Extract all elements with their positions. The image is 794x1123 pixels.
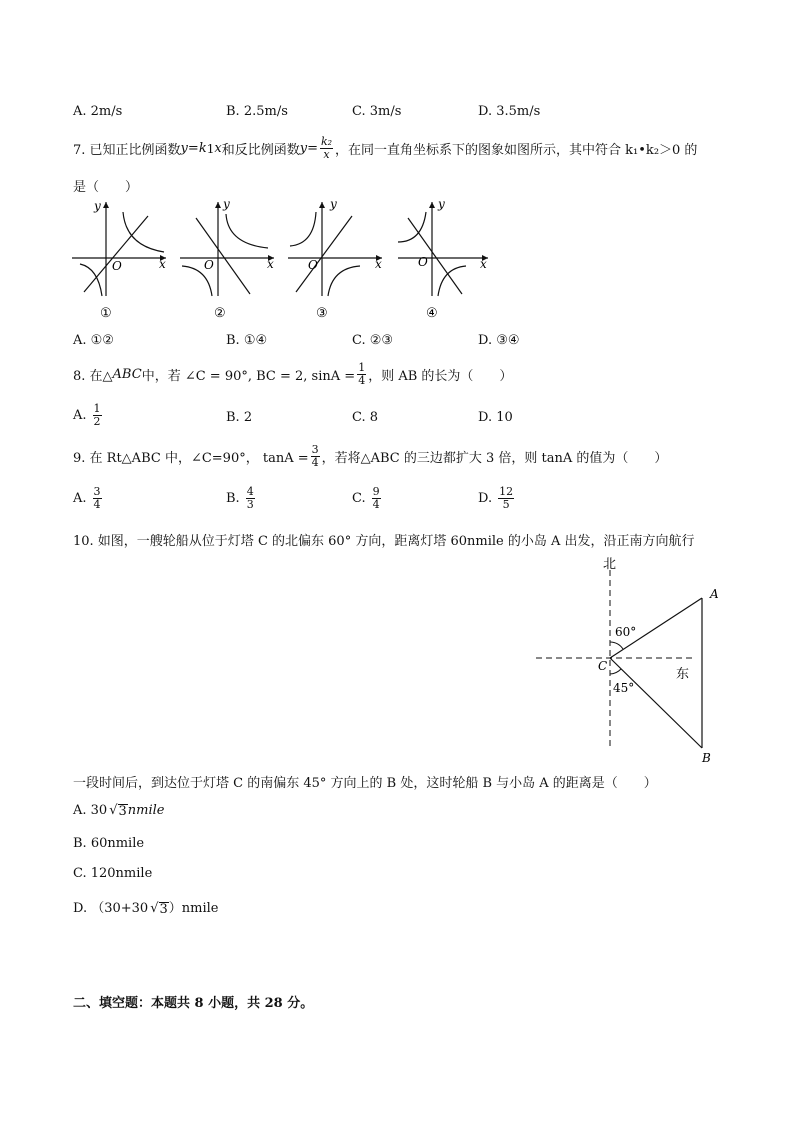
q6-option-a: A. 2m/s bbox=[73, 104, 123, 119]
q7-stem: 7. 已知正比例函数 y = k 1 x 和反比例函数 y = $\frac{\text{k₂}}{x}$ ，在同一直角坐标系下的图象如图所示，其中符合 k₁•k₂＞0 的 bbox=[73, 135, 698, 161]
section-2-heading: 二、填空题：本题共 8 小题，共 28 分。 bbox=[73, 996, 314, 1011]
q7-option-a: A. ①② bbox=[73, 333, 114, 348]
graph-3-x: x bbox=[375, 257, 382, 271]
graph-1-y: y bbox=[94, 199, 101, 213]
graph-2-o: O bbox=[204, 258, 214, 272]
q10-option-a: A. 30 √ 3 nmile bbox=[73, 803, 165, 819]
fig-angle-60: 60° bbox=[615, 625, 637, 639]
q6-option-d: D. 3.5m/s bbox=[478, 104, 541, 119]
graph-4 bbox=[398, 197, 488, 321]
fig-a: A bbox=[710, 587, 719, 601]
q6-option-b: B. 2.5m/s bbox=[226, 104, 288, 119]
graph-2-label: ② bbox=[214, 306, 226, 321]
q9-option-b: B. $\frac{4}{3}$ bbox=[226, 485, 254, 511]
graph-3 bbox=[288, 197, 382, 321]
graph-3-label: ③ bbox=[316, 306, 328, 321]
q7-option-d: D. ③④ bbox=[478, 333, 520, 348]
graph-3-y: y bbox=[330, 197, 337, 211]
graph-2 bbox=[180, 197, 274, 321]
q9-option-d: D. $\frac{12}{5}$ bbox=[478, 485, 514, 511]
q7-graphs bbox=[68, 196, 498, 322]
q8-fraction: $\frac{1}{4}$ bbox=[358, 361, 366, 387]
q7-stem-line2: 是（ ） bbox=[73, 180, 139, 195]
graph-2-x: x bbox=[267, 257, 274, 271]
q10-stem-line1: 10. 如图，一艘轮船从位于灯塔 C 的北偏东 60° 方向，距离灯塔 60nmile 的小岛 A 出发，沿正南方向航行 bbox=[73, 534, 695, 549]
fig-east: 东 bbox=[676, 667, 690, 682]
q8-option-d: D. 10 bbox=[478, 410, 513, 425]
fig-angle-45: 45° bbox=[613, 681, 635, 695]
q8-option-c: C. 8 bbox=[352, 410, 379, 425]
q7-fraction: $\frac{\text{k₂}}{x}$ bbox=[320, 135, 333, 161]
q10-option-b: B. 60nmile bbox=[73, 836, 145, 851]
graph-4-label: ④ bbox=[426, 306, 438, 321]
fig-b: B bbox=[702, 751, 711, 765]
q8-option-b: B. 2 bbox=[226, 410, 253, 425]
graph-4-x: x bbox=[480, 257, 487, 271]
q7-option-c: C. ②③ bbox=[352, 333, 394, 348]
graph-4-y: y bbox=[438, 197, 445, 211]
q10-option-d: D. （30+30 √ 3 ）nmile bbox=[73, 901, 219, 917]
q10-stem-line2: 一段时间后，到达位于灯塔 C 的南偏东 45° 方向上的 B 处，这时轮船 B 与小岛 A 的距离是（ ） bbox=[73, 776, 657, 791]
q9-option-c: C. $\frac{9}{4}$ bbox=[352, 485, 380, 511]
q10-option-c: C. 120nmile bbox=[73, 866, 153, 881]
q8-option-a: A. $\frac{1}{2}$ bbox=[73, 402, 101, 428]
graph-1 bbox=[72, 199, 166, 321]
graph-2-y: y bbox=[223, 197, 230, 211]
fig-c: C bbox=[598, 659, 608, 673]
graph-4-o: O bbox=[418, 255, 428, 269]
graph-1-label: ① bbox=[100, 306, 112, 321]
q10-figure bbox=[530, 556, 730, 770]
graph-1-x: x bbox=[159, 257, 166, 271]
q9-option-a: A. $\frac{3}{4}$ bbox=[73, 485, 101, 511]
graph-3-o: O bbox=[308, 258, 318, 272]
q6-option-c: C. 3m/s bbox=[352, 104, 402, 119]
fig-north: 北 bbox=[603, 557, 617, 572]
q9-stem: 9. 在 Rt△ABC 中，∠C=90°， tanA = $\frac{3}{4}$ ，若将△ABC 的三边都扩大 3 倍，则 tanA 的值为（ ） bbox=[73, 443, 668, 469]
graph-1-o: O bbox=[112, 259, 122, 273]
q9-fraction: $\frac{3}{4}$ bbox=[311, 443, 319, 469]
q7-option-b: B. ①④ bbox=[226, 333, 268, 348]
q8-stem: 8. 在△ ABC 中，若 ∠C = 90°, BC = 2, sinA = $\frac{1}{4}$ ，则 AB 的长为（ ） bbox=[73, 361, 513, 387]
